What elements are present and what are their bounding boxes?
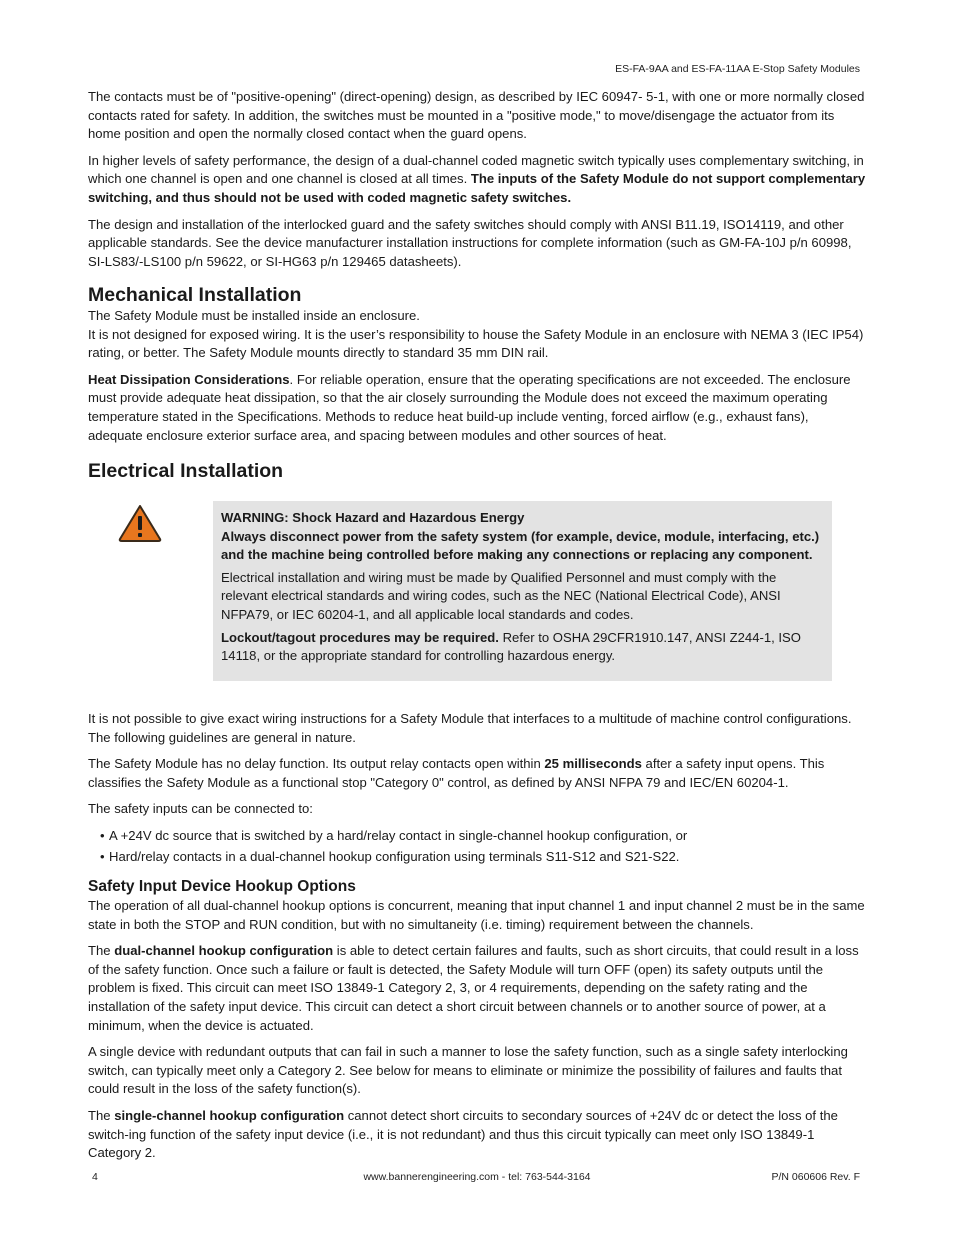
warning-subtitle: Always disconnect power from the safety system (for example, device, module, interfacing, etc.) and the machine being controlled before making any connections or replacing any component. — [221, 528, 820, 563]
dual-channel-label: dual-channel hookup configuration — [114, 943, 334, 959]
heat-dissipation-label: Heat Dissipation Considerations — [88, 371, 290, 387]
page-number: 4 — [92, 1171, 98, 1183]
warning-title: WARNING: Shock Hazard and Hazardous Energy — [221, 510, 525, 525]
delay-text-c: after a safety input opens. This classifies the Safety Module as a functional stop "Category 0" control, as defined by ANSI NFPA 79 and IEC/EN 60204-1. — [88, 756, 825, 790]
single-text-c: cannot detect short circuits to secondary sources of +24V dc or detect the loss of the switch-ing function of the safety input device (i.e., it is not redundant) and thus this circuit typically can meet only ISO 13849-1 Category 2. — [88, 1107, 838, 1161]
complementary-switching-warning: The inputs of the Safety Module do not support complementary switching, and thus should not be used with coded magnetic safety switches. — [88, 171, 866, 205]
electrical-body — [88, 710, 866, 868]
part-number: P/N 060606 Rev. F — [771, 1171, 860, 1183]
electrical-heading-wrap — [88, 459, 866, 483]
safety-input-list — [88, 827, 866, 866]
list-item: • A +24V dc source that is switched by a hard/relay contact in single-channel hookup configuration, or — [100, 827, 866, 846]
mechanical-line-2: It is not designed for exposed wiring. It is the user’s responsibility to house the Safety Module in an enclosure with NEMA 3 (IEC IP54) rating, or better. The Safety Module mounts directly to standard 35 mm DIN rail. — [88, 326, 864, 361]
warning-box — [213, 501, 832, 681]
intro-paragraph-2 — [88, 152, 866, 208]
hookup-paragraph-1: The operation of all dual-channel hookup options is concurrent, meaning that input channel 1 and input channel 2 must be in the same state in both the STOP and RUN condition, but with no simultaneity (i.e. timing) requirement between the channels. — [88, 898, 865, 932]
mechanical-section — [88, 283, 866, 453]
intro-paragraph-1: The contacts must be of "positive-opening" (direct-opening) design, as described by IEC 60947- 5-1, with one or more normally closed contacts rated for safety. In addition, the switches must be mounted in a "positive mode," to move/disengage the actuator from its home position and open the normally closed contact when the guard opens. — [88, 89, 865, 142]
lockout-text: Refer to OSHA 29CFR1910.147, ANSI Z244-1, ISO 14118, or the appropriate standard for controlling hazardous energy. — [221, 629, 801, 664]
heat-dissipation-paragraph — [88, 371, 866, 445]
heat-dissipation-text: . For reliable operation, ensure that the operating specifications are not exceeded. The enclosure must provide adequate heat dissipation, so that the air closely surrounding the Module does not exceed the maximum operating temperature stated in the Specifications. Methods to reduce heat build-up include venting, forced airflow (e.g., exhaust fans), adequate enclosure exterior surface area, and spacing between modules and other sources of heat. — [88, 371, 851, 443]
dual-text-c: is able to detect certain failures and faults, such as short circuits, that could result in a loss of the safety function. Once such a failure or fault is detected, the Safety Module will turn OFF (open) its safety outputs until the problem is fixed. This circuit can meet ISO 13849-1 Category 2, 3, or 4 requirements, depending on the safety rating and the installation of the safety input device. This circuit can detect a short circuit between channels or to another source of power, at a minimum, when the device is actuated. — [88, 943, 859, 1033]
hookup-heading: Safety Input Device Hookup Options — [88, 878, 356, 895]
single-text-a: The — [88, 1107, 115, 1123]
hookup-paragraph-2 — [88, 942, 866, 1035]
warning-body: Electrical installation and wiring must be made by Qualified Personnel and must comply with the relevant electrical standards and wiring codes, such as the NEC (National Electrical Code), ANSI NFPA79, or IEC 60204-1, and all applicable local standards and codes. — [221, 569, 781, 622]
intro-paragraph-3: The design and installation of the interlocked guard and the safety switches should comply with ANSI B11.19, ISO14119, and other applicable standards. See the device manufacturer installation instructions for complete information (such as GM-FA-10J p/n 60998, SI-LS83/-LS100 p/n 59622, or SI-HG63 p/n 129465 datasheets). — [88, 216, 852, 269]
mechanical-heading: Mechanical Installation — [88, 284, 302, 306]
intro-section — [88, 88, 866, 279]
lockout-paragraph — [221, 629, 822, 666]
footer-contact: www.bannerengineering.com - tel: 763-544-3164 — [363, 1171, 591, 1183]
electrical-paragraph-2 — [88, 755, 866, 792]
hookup-section — [88, 877, 866, 1171]
dual-text-a: The — [88, 943, 115, 959]
warning-header — [221, 509, 822, 565]
single-channel-label: single-channel hookup configuration — [114, 1107, 345, 1123]
electrical-paragraph-1: It is not possible to give exact wiring instructions for a Safety Module that interfaces to a multitude of machine control configurations. The following guidelines are general in nature. — [88, 711, 852, 745]
mechanical-line-1: The Safety Module must be installed inside an enclosure. — [88, 308, 420, 323]
complementary-switching-text: In higher levels of safety performance, the design of a dual-channel coded magnetic switch typically uses complementary switching, in which one channel is open and one channel is closed at all times. — [88, 152, 864, 187]
delay-text-a: The Safety Module has no delay function. Its output relay contacts open within — [88, 756, 545, 772]
lockout-label: Lockout/tagout procedures may be required. — [221, 629, 499, 645]
delay-time: 25 milliseconds — [544, 756, 642, 772]
list-item: • Hard/relay contacts in a dual-channel hookup configuration using terminals S11-S12 and S21-S22. — [100, 848, 866, 867]
electrical-paragraph-3: The safety inputs can be connected to: — [88, 801, 313, 817]
hookup-paragraph-3: A single device with redundant outputs that can fail in such a manner to lose the safety function, such as a single safety interlocking switch, can typically meet only a Category 2. See below for means to eliminate or minimize the possibility of failures and faults that could result in the loss of the safety function(s). — [88, 1044, 848, 1097]
hookup-paragraph-4 — [88, 1107, 866, 1163]
running-header: ES-FA-9AA and ES-FA-11AA E-Stop Safety Modules — [615, 63, 860, 75]
warning-callout — [108, 501, 866, 681]
warning-triangle-icon — [118, 504, 162, 542]
electrical-heading: Electrical Installation — [88, 460, 284, 482]
